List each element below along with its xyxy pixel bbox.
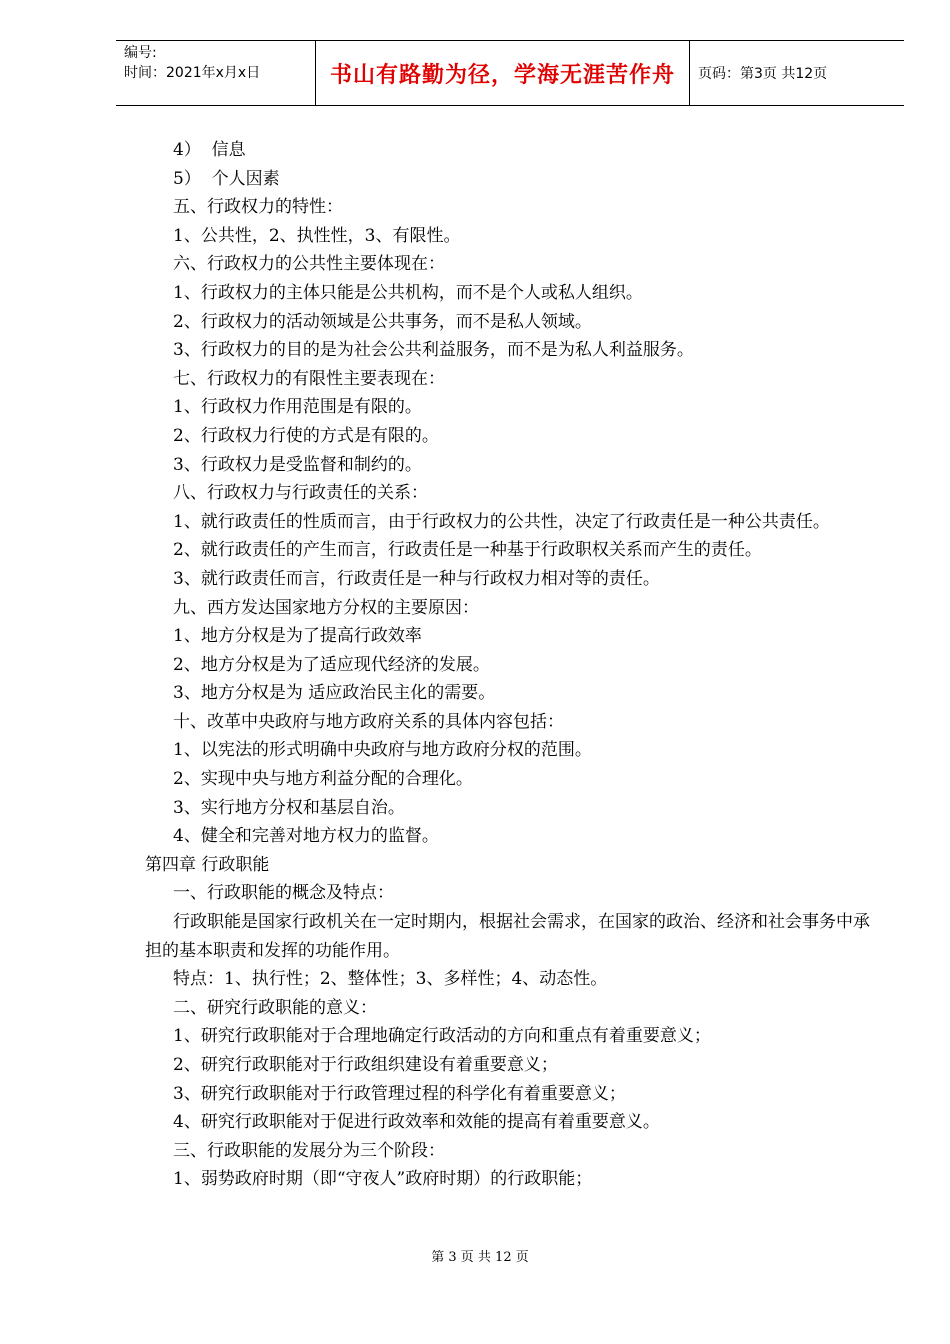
section-heading-10: 十、改革中央政府与地方政府关系的具体内容包括： [173,711,564,732]
list-item-info: 4） 信息 [173,140,246,160]
paragraph: 2、研究行政职能对于行政组织建设有着重要意义； [173,1055,558,1075]
paragraph: 3、就行政责任而言，行政责任是一种与行政权力相对等的责任。 [173,568,660,589]
paragraph: 4、研究行政职能对于促进行政效率和效能的提高有着重要意义。 [173,1112,660,1133]
paragraph: 1、弱势政府时期（即“守夜人”政府时期）的行政职能； [173,1169,593,1190]
section-heading-3: 三、行政职能的发展分为三个阶段： [173,1140,445,1161]
paragraph: 特点：1、执行性；2、整体性；3、多样性；4、动态性。 [173,969,608,990]
paragraph-wrapped: 1、就行政责任的性质而言，由于行政权力的公共性，决定了行政责任是一种公共责任。 [173,511,830,532]
paragraph: 3、实行地方分权和基层自治。 [173,797,405,818]
chapter-title: 第四章 行政职能 [145,854,270,875]
paragraph: 2、就行政责任的产生而言，行政责任是一种基于行政职权关系而产生的责任。 [173,540,762,561]
paragraph: 1、以宪法的形式明确中央政府与地方政府分权的范围。 [173,740,592,761]
paragraph: 1、行政权力的主体只能是公共机构，而不是个人或私人组织。 [173,282,643,303]
page-header [116,40,904,106]
paragraph-wrapped: 行政职能是国家行政机关在一定时期内，根据社会需求，在国家的政治、经济和社会事务中承担的基本职责和发挥的功能作用。 [145,912,870,961]
page-footer: 第 3 页 共 12 页 [431,1250,529,1265]
doc-number-label: 编号: [124,45,157,61]
paragraph: 2、行政权力行使的方式是有限的。 [173,425,439,446]
section-heading-1: 一、行政职能的概念及特点： [173,883,394,904]
section-heading-5: 五、行政权力的特性： [173,197,343,218]
section-heading-9: 九、西方发达国家地方分权的主要原因： [173,597,479,618]
paragraph: 1、公共性，2、执性性，3、有限性。 [173,225,461,246]
paragraph: 2、行政权力的活动领域是公共事务，而不是私人领域。 [173,311,592,332]
section-heading-2: 二、研究行政职能的意义： [173,997,377,1018]
doc-time-label: 时间：2021年x月x日 [124,65,261,81]
header-meta [116,41,316,105]
paragraph: 3、地方分权是为 适应政治民主化的需要。 [173,683,496,704]
paragraph: 2、实现中央与地方利益分配的合理化。 [173,769,473,790]
header-motto: 书山有路勤为径，学海无涯苦作舟 [316,41,690,105]
paragraph: 1、行政权力作用范围是有限的。 [173,397,422,418]
section-heading-8: 八、行政权力与行政责任的关系： [173,483,428,504]
paragraph: 1、研究行政职能对于合理地确定行政活动的方向和重点有着重要意义； [173,1026,711,1047]
list-item-personal-factors: 5） 个人因素 [173,168,280,189]
section-heading-7: 七、行政权力的有限性主要表现在： [173,368,445,389]
paragraph: 3、研究行政职能对于行政管理过程的科学化有着重要意义； [173,1083,626,1104]
document-body [145,136,875,1194]
paragraph: 3、行政权力的目的是为社会公共利益服务，而不是为私人利益服务。 [173,340,694,361]
section-heading-6: 六、行政权力的公共性主要体现在： [173,254,445,275]
paragraph: 2、地方分权是为了适应现代经济的发展。 [173,654,490,675]
header-page-info: 页码：第3页 共12页 [698,66,828,82]
paragraph: 3、行政权力是受监督和制约的。 [173,454,422,475]
paragraph: 4、健全和完善对地方权力的监督。 [173,826,439,847]
paragraph: 1、地方分权是为了提高行政效率 [173,626,422,647]
